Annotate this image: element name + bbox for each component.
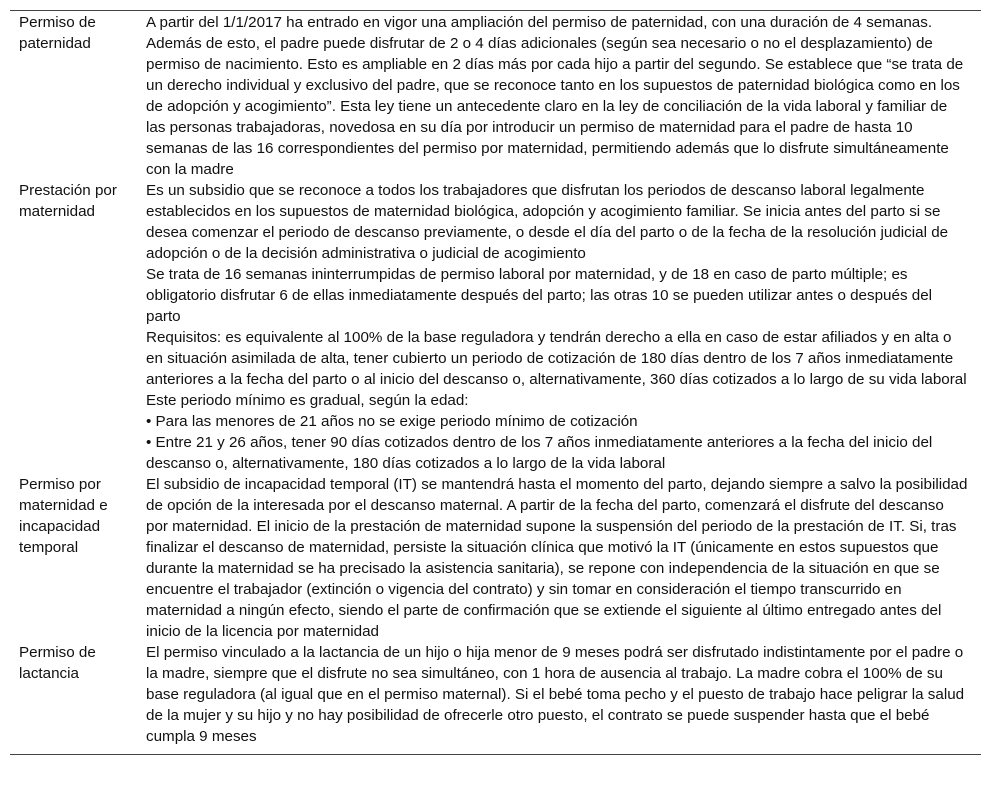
paragraph: El subsidio de incapacidad temporal (IT) se mantendrá hasta el momento del parto, dejando siempre a salvo la posibilidad de opción de la interesada por el descanso maternal. A partir de la fecha del parto, comenzará el disfrute del descanso por maternidad. El inicio de la prestación de maternidad supone la suspensión del periodo de la prestación de IT. Si, tras finalizar el descanso de maternidad, persiste la situación clínica que motivó la IT (únicamente en estos supuestos que durante la maternidad se ha precisado la asistencia sanitaria), se repone con independencia de la situación en que se encuentre el trabajador (extinción o vigencia del contrato) y sin tomar en consideración el tiempo transcurrido en maternidad a ningún efecto, siendo el parte de confirmación que se extiende el siguiente al último entregado antes del inicio de la licencia por maternidad [146, 476, 968, 640]
paragraph: Requisitos: es equivalente al 100% de la base reguladora y tendrán derecho a ella en caso de estar afiliados y en alta o en situación asimilada de alta, tener cubierto un periodo de cotización de 180 días dentro de los 7 años inmediatamente anteriores a la fecha del parto o al inicio del descanso o, alternativamente, 360 días cotizados a lo largo de su vida laboral [146, 329, 967, 388]
paragraph: El permiso vinculado a la lactancia de un hijo o hija menor de 9 meses podrá ser disfrutado indistintamente por el padre o la madre, siempre que el disfrute no sea simultáneo, con 1 hora de ausencia al trabajo. La madre cobra el 100% de su base reguladora (al igual que en el permiso maternal). Si el bebé toma pecho y el puesto de trabajo hace peligrar la salud de la mujer y su hijo y no hay posibilidad de ofrecerle otro puesto, el contrato se puede suspender hasta que el bebé cumpla 9 meses [146, 644, 965, 745]
row-label: Permiso de paternidad [19, 14, 96, 52]
paragraph: Este periodo mínimo es gradual, según la edad: [146, 392, 469, 409]
bullet-item: • Para las menores de 21 años no se exige periodo mínimo de cotización [146, 413, 638, 430]
row-description [136, 642, 981, 755]
row-label: Permiso de lactancia [19, 644, 96, 682]
paragraph: Es un subsidio que se reconoce a todos los trabajadores que disfrutan los periodos de descanso laboral legalmente establecidos en los supuestos de maternidad biológica, adopción y acogimiento familiar. Se inicia antes del parto si se desea comenzar el periodo de descanso previamente, o desde el día del parto o de la fecha de la resolución judicial de adopción o de la decisión administrativa o judicial de acogimiento [146, 182, 949, 262]
paragraph: A partir del 1/1/2017 ha entrado en vigor una ampliación del permiso de paternidad, con una duración de 4 semanas. Además de esto, el padre puede disfrutar de 2 o 4 días adicionales (según sea necesario o no el desplazamiento) de permiso de nacimiento. Esto es ampliable en 2 días más por cada hijo a partir del segundo. Se establece que “se trata de un derecho individual y exclusivo del padre, que se reconoce tanto en los supuestos de paternidad biológica como en los de adopción y acogimiento”. Esta ley tiene un antecedente claro en la ley de conciliación de la vida laboral y familiar de las personas trabajadoras, novedosa en su día por introducir un permiso de maternidad para el padre de hasta 10 semanas de las 16 correspondientes del permiso por maternidad, permitiendo además que lo disfrute simultáneamente con la madre [146, 14, 964, 178]
row-label: Permiso por maternidad e incapacidad temporal [19, 476, 108, 556]
table-row [10, 180, 981, 474]
table-row [10, 11, 981, 181]
document-table-container [10, 10, 981, 755]
row-description [136, 11, 981, 181]
row-description [136, 180, 981, 474]
paragraph: Se trata de 16 semanas ininterrumpidas de permiso laboral por maternidad, y de 18 en caso de parto múltiple; es obligatorio disfrutar 6 de ellas inmediatamente después del parto; las otras 10 se pueden utilizar antes o después del parto [146, 266, 933, 325]
row-label: Prestación por maternidad [19, 182, 117, 220]
row-description [136, 474, 981, 642]
bullet-item: • Entre 21 y 26 años, tener 90 días cotizados dentro de los 7 años inmediatamente anteriores a la fecha del inicio del descanso o, alternativamente, 180 días cotizados a lo largo de la vida laboral [146, 434, 933, 472]
leave-types-table [10, 10, 981, 755]
table-row [10, 474, 981, 642]
table-row [10, 642, 981, 755]
